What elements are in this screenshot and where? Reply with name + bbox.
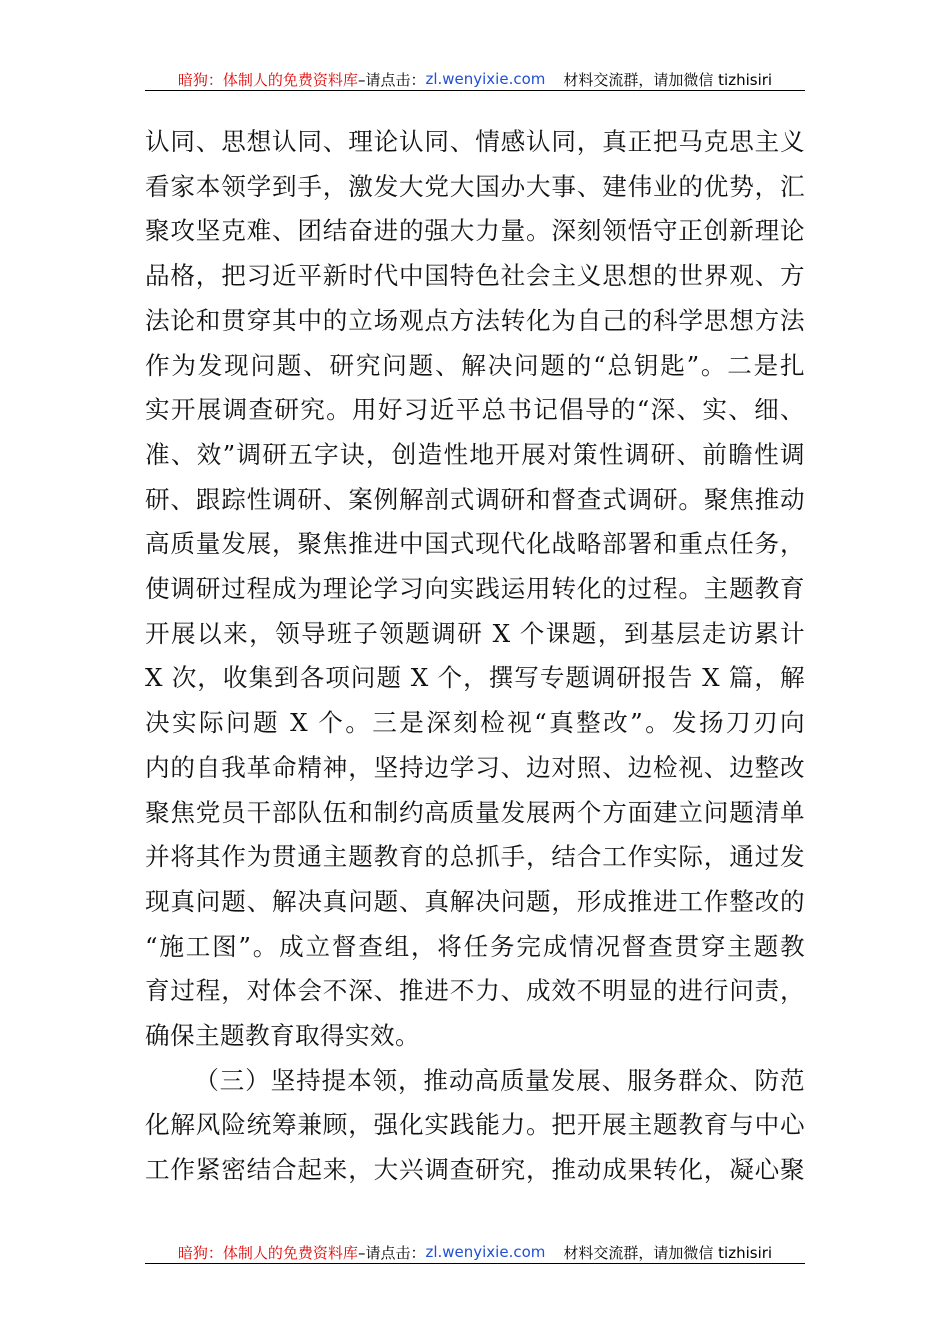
text-line: 品格，把习近平新时代中国特色社会主义思想的世界观、方 [145,261,805,291]
document-body [145,120,805,1193]
text-line: 决实际问题 X 个。三是深刻检视“真整改”。发扬刀刃向 [145,708,805,738]
text-line: 化解风险统筹兼顾，强化实践能力。把开展主题教育与中心 [145,1110,805,1140]
text-line: 准、效”调研五字诀，创造性地开展对策性调研、前瞻性调 [145,439,805,469]
text-line: 育过程，对体会不深、推进不力、成效不明显的进行问责， [145,976,805,1006]
text-line: X 次，收集到各项问题 X 个，撰写专题调研报告 X 篇，解 [145,663,805,693]
text-line: 聚焦党员干部队伍和制约高质量发展两个方面建立问题清单 [145,797,805,827]
text-line: （三）坚持提本领，推动高质量发展、服务群众、防范 [194,1065,805,1095]
text-line: 作为发现问题、研究问题、解决问题的“总钥匙”。二是扎 [145,350,805,380]
text-line: 高质量发展，聚焦推进中国式现代化战略部署和重点任务， [145,529,805,559]
text-line: “施工图”。成立督查组，将任务完成情况督查贯穿主题教 [145,931,805,961]
footer-brand-text: 暗狗：体制人的免费资料库 [177,1243,358,1262]
footer-contact-text: 材料交流群，请加微信 tizhisiri [563,1243,773,1262]
footer-click-prefix: –请点击： [357,1243,426,1262]
footer-url-link[interactable]: zl.wenyixie.com [425,1243,546,1261]
text-line: 工作紧密结合起来，大兴调查研究，推动成果转化，凝心聚 [145,1155,805,1185]
page-footer-banner [145,1241,805,1264]
body-paragraph-1 [145,120,805,1059]
text-line: 聚攻坚克难、团结奋进的强大力量。深刻领悟守正创新理论 [145,216,805,246]
text-line: 并将其作为贯通主题教育的总抓手，结合工作实际，通过发 [145,842,805,872]
header-contact-text: 材料交流群，请加微信 tizhisiri [563,70,773,89]
text-line: 认同、思想认同、理论认同、情感认同，真正把马克思主义 [145,127,805,156]
text-line: 确保主题教育取得实效。 [145,1021,420,1051]
text-line: 开展以来，领导班子领题调研 X 个课题，到基层走访累计 [145,618,805,648]
body-paragraph-2 [145,1059,805,1193]
text-line: 现真问题、解决真问题、真解决问题，形成推进工作整改的 [145,886,805,916]
text-line: 研、跟踪性调研、案例解剖式调研和督查式调研。聚焦推动 [145,484,805,514]
text-line: 实开展调查研究。用好习近平总书记倡导的“深、实、细、 [145,395,805,425]
text-line: 法论和贯穿其中的立场观点方法转化为自己的科学思想方法 [145,305,805,335]
header-click-prefix: –请点击： [357,70,426,89]
header-brand-text: 暗狗：体制人的免费资料库 [177,70,358,89]
text-line: 看家本领学到手，激发大党大国办大事、建伟业的优势，汇 [145,171,805,201]
page-header-banner [145,68,805,91]
text-line: 使调研过程成为理论学习向实践运用转化的过程。主题教育 [145,574,805,604]
header-url-link[interactable]: zl.wenyixie.com [425,70,546,88]
text-line: 内的自我革命精神，坚持边学习、边对照、边检视、边整改 [145,752,805,782]
